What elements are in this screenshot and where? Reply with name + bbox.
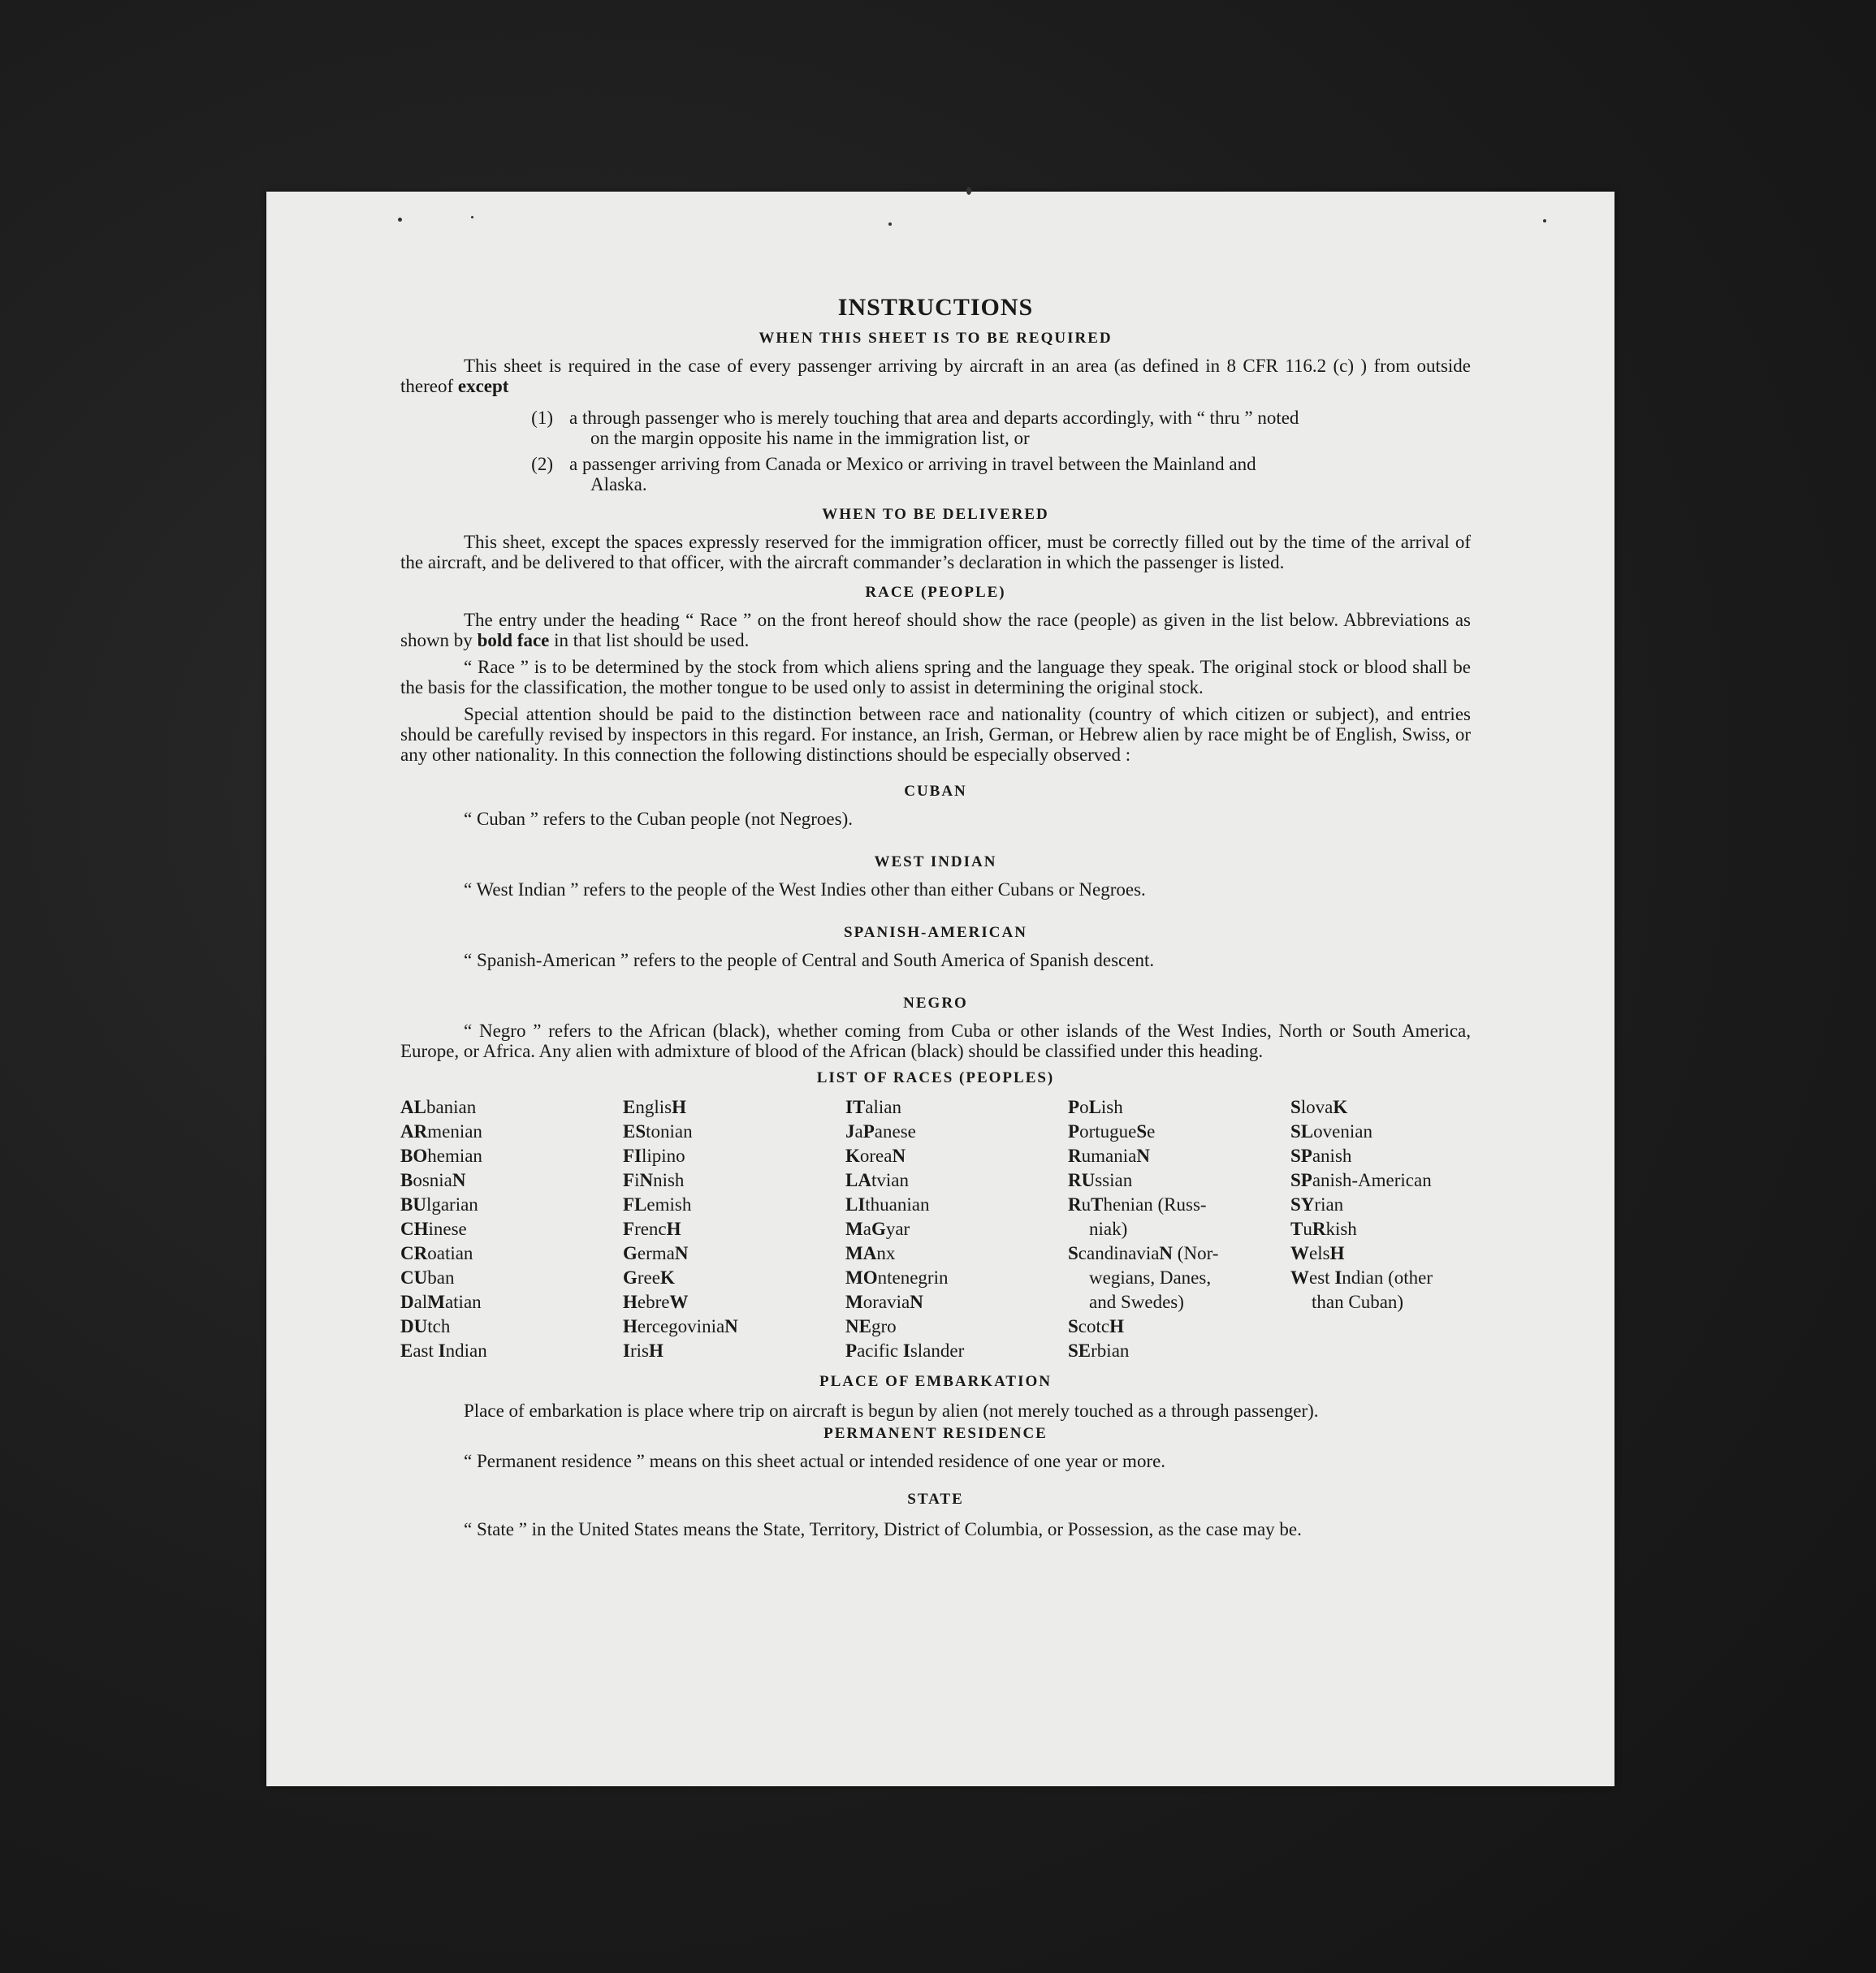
race-entry: GermaN (623, 1243, 689, 1263)
race-entry: SlovaK (1290, 1097, 1348, 1117)
para-embarkation: Place of embarkation is place where trip on aircraft is begun by alien (not merely touched as a through passenger). (464, 1401, 1319, 1421)
race-entry: GreeK (623, 1267, 675, 1288)
race-entry: Pacific Islander (845, 1341, 965, 1361)
race-entry: MaGyar (845, 1219, 910, 1239)
race-entry: niak) (1089, 1219, 1128, 1239)
heading-delivered: WHEN TO BE DELIVERED (822, 506, 1049, 523)
race-entry: CRoatian (400, 1243, 473, 1263)
race-entry: JaPanese (845, 1121, 916, 1142)
heading-embarkation: PLACE OF EMBARKATION (819, 1373, 1052, 1390)
list-item-2: (2) a passenger arriving from Canada or Mexico or arriving in travel between the Mainland and Alaska. (531, 454, 1256, 494)
page-title: INSTRUCTIONS (837, 294, 1034, 321)
speck (398, 218, 402, 222)
para-residence: “ Permanent residence ” means on this sheet actual or intended residence of one year or more. (464, 1451, 1166, 1471)
heading-negro: NEGRO (903, 995, 968, 1012)
heading-west-indian: WEST INDIAN (874, 853, 997, 870)
speck (888, 222, 892, 226)
heading-spanish-american: SPANISH-AMERICAN (844, 924, 1027, 941)
race-entry: RUssian (1068, 1170, 1133, 1190)
race-entry: EnglisH (623, 1097, 686, 1117)
race-entry: FrencH (623, 1219, 681, 1239)
race-entry: IrisH (623, 1341, 664, 1361)
race-entry: BUlgarian (400, 1194, 478, 1215)
race-entry: East Indian (400, 1341, 487, 1361)
race-entry: DalMatian (400, 1292, 482, 1312)
race-entry: LAtvian (845, 1170, 909, 1190)
heading-required: WHEN THIS SHEET IS TO BE REQUIRED (759, 330, 1113, 347)
heading-race: RACE (PEOPLE) (865, 584, 1006, 601)
para-delivered: This sheet, except the spaces expressly reserved for the immigration officer, must be correctly filled out by the time of the arrival of the aircraft, and be delivered to that officer, with the aircraft commander’s declaration in which the passenger is listed. (400, 532, 1471, 572)
race-entry: HebreW (623, 1292, 689, 1312)
para-race-2: “ Race ” is to be determined by the stock from which aliens spring and the language they speak. The original stock or blood shall be the basis for the classification, the mother tongue to be used only to assist in determining the original stock. (400, 657, 1471, 697)
race-entry: WelsH (1290, 1243, 1345, 1263)
race-entry: RuThenian (Russ- (1068, 1194, 1207, 1215)
race-entry: TuRkish (1290, 1219, 1357, 1239)
race-entry: ARmenian (400, 1121, 482, 1142)
document-sheet (266, 192, 1614, 1786)
race-entry: SLovenian (1290, 1121, 1372, 1142)
races-column (623, 1095, 845, 1363)
race-entry: ALbanian (400, 1097, 477, 1117)
races-list (400, 1095, 1471, 1363)
race-entry: MoraviaN (845, 1292, 923, 1312)
race-entry: and Swedes) (1089, 1292, 1184, 1312)
race-entry: NEgro (845, 1316, 897, 1336)
para-cuban: “ Cuban ” refers to the Cuban people (not Negroes). (464, 809, 854, 829)
instructions-content (400, 294, 1471, 1543)
race-entry: ITalian (845, 1097, 901, 1117)
para-required: This sheet is required in the case of every passenger arriving by aircraft in an area (as defined in 8 CFR 116.2 (c) ) from outside thereof except (400, 356, 1471, 396)
race-entry: DUtch (400, 1316, 451, 1336)
races-column (1068, 1095, 1290, 1363)
race-entry: EStonian (623, 1121, 693, 1142)
race-entry: West Indian (other (1290, 1267, 1433, 1288)
race-entry: BosniaN (400, 1170, 466, 1190)
race-entry: PortugueSe (1068, 1121, 1156, 1142)
race-entry: ScotcH (1068, 1316, 1124, 1336)
races-column (400, 1095, 623, 1363)
para-spanish-american: “ Spanish-American ” refers to the people of Central and South America of Spanish descent. (464, 950, 1155, 970)
race-entry: wegians, Danes, (1089, 1267, 1212, 1288)
race-entry: FIlipino (623, 1146, 685, 1166)
race-entry: CHinese (400, 1219, 467, 1239)
race-entry: SPanish (1290, 1146, 1352, 1166)
race-entry: MAnx (845, 1243, 896, 1263)
race-entry: PoLish (1068, 1097, 1123, 1117)
race-entry: than Cuban) (1312, 1292, 1404, 1312)
heading-cuban: CUBAN (904, 783, 967, 800)
heading-residence: PERMANENT RESIDENCE (823, 1425, 1048, 1442)
list-item-1: (1) a through passenger who is merely touching that area and departs accordingly, with “ thru ” noted on the margin opposite his name in the immigration list, or (531, 408, 1299, 448)
race-entry: ScandinaviaN (Nor- (1068, 1243, 1219, 1263)
para-race-1: The entry under the heading “ Race ” on the front hereof should show the race (people) as given in the list below. Abbreviations as shown by bold face in that list should be used. (400, 610, 1471, 650)
speck (1543, 219, 1546, 222)
race-entry: SPanish-American (1290, 1170, 1432, 1190)
race-entry: BOhemian (400, 1146, 482, 1166)
race-entry: SErbian (1068, 1341, 1130, 1361)
race-entry: FLemish (623, 1194, 692, 1215)
races-column (845, 1095, 1068, 1363)
speck (966, 187, 971, 195)
para-race-3: Special attention should be paid to the distinction between race and nationality (country of which citizen or subject), and entries should be carefully revised by inspectors in this regard. For instance, an Irish, German, or Hebrew alien by race might be of English, Swiss, or any other nationality. In this connection the following distinctions should be especially observed : (400, 704, 1471, 765)
race-entry: LIthuanian (845, 1194, 930, 1215)
para-negro: “ Negro ” refers to the African (black), whether coming from Cuba or other islands of the West Indies, North or South America, Europe, or Africa. Any alien with admixture of blood of the African (black) should be classified under this heading. (400, 1021, 1471, 1061)
race-entry: CUban (400, 1267, 455, 1288)
race-entry: FiNnish (623, 1170, 685, 1190)
heading-races-list: LIST OF RACES (PEOPLES) (816, 1069, 1055, 1086)
para-state: “ State ” in the United States means the State, Territory, District of Columbia, or Possession, as the case may be. (464, 1519, 1302, 1539)
race-entry: KoreaN (845, 1146, 906, 1166)
race-entry: RumaniaN (1068, 1146, 1150, 1166)
heading-state: STATE (907, 1491, 964, 1508)
race-entry: SYrian (1290, 1194, 1344, 1215)
speck (471, 216, 473, 218)
race-entry: HercegoviniaN (623, 1316, 738, 1336)
race-entry: MOntenegrin (845, 1267, 949, 1288)
para-west-indian: “ West Indian ” refers to the people of the West Indies other than either Cubans or Negroes. (464, 879, 1146, 900)
races-column (1290, 1095, 1471, 1363)
